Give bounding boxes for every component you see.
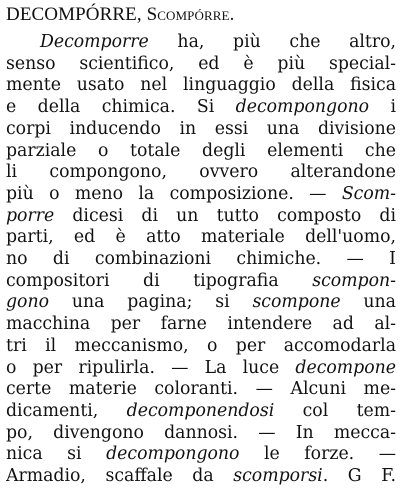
italic-term: Decomporre (40, 32, 149, 52)
line-content (6, 336, 396, 358)
text-segment: e della chimica. Si (6, 97, 236, 118)
line-content (6, 292, 396, 314)
italic-term: decompongono (106, 444, 240, 465)
italic-term: decompone (295, 357, 396, 378)
text-segment: tri il meccanismo, o per accomodarla (6, 335, 396, 356)
line-content (6, 75, 396, 97)
text-line (6, 444, 396, 466)
entry-synonym: Scompórre. (146, 4, 235, 25)
text-line (6, 32, 396, 54)
line-content (6, 54, 396, 76)
text-line (6, 184, 396, 206)
line-content (6, 141, 396, 163)
text-line (6, 314, 396, 336)
italic-term: scompone (252, 292, 341, 313)
text-segment: dicesi di un tutto composto di (54, 205, 396, 226)
text-segment: nica si (6, 444, 107, 465)
text-segment: . G F. (322, 466, 396, 487)
line-content (6, 249, 396, 271)
text-segment: po, divengono dannosi. — In mecca- (6, 422, 396, 443)
text-line (6, 292, 396, 314)
text-segment: o per ripulirla. — La luce (6, 357, 296, 378)
text-line (6, 97, 396, 119)
text-segment: certe materie coloranti. — Alcuni me- (6, 379, 396, 400)
line-content (6, 314, 396, 336)
text-segment: le forze. — (239, 444, 396, 465)
text-segment: ha, più che altro, (148, 32, 396, 52)
text-line (6, 54, 396, 76)
text-segment: no di combinazioni chimiche. — I (6, 249, 396, 270)
line-content (6, 227, 396, 249)
text-segment: i (369, 97, 396, 118)
text-line (6, 466, 396, 488)
line-content (6, 119, 396, 141)
text-segment: col tem- (274, 400, 396, 421)
entry-body (6, 32, 396, 488)
text-segment: senso scientifico, ed è più special- (6, 53, 396, 74)
line-content (6, 184, 396, 206)
entry-heading (6, 4, 396, 26)
text-segment: più o meno la composizione. — (6, 183, 342, 204)
entry-headword: DECOMPÓRRE, (6, 4, 142, 25)
italic-term: Scom- (341, 183, 396, 204)
text-line (6, 206, 396, 228)
text-segment: Armadio, scaffale da (6, 466, 234, 487)
line-content (6, 444, 396, 466)
italic-term: scompon- (312, 270, 396, 291)
italic-term: porre (6, 205, 55, 226)
line-content (6, 401, 396, 423)
line-content (6, 358, 396, 380)
text-line (6, 401, 396, 423)
text-line (6, 75, 396, 97)
line-content (6, 423, 396, 445)
text-segment: una pagina; si (49, 292, 253, 313)
text-segment: parti, ed è atto materiale dell'uomo, (6, 227, 396, 248)
text-line (6, 423, 396, 445)
italic-term: gono (6, 292, 50, 313)
text-segment: una (340, 292, 396, 313)
line-content (6, 162, 396, 184)
italic-term: decomponendosi (126, 400, 275, 421)
text-line (6, 119, 396, 141)
italic-term: decompongono (235, 97, 370, 118)
text-segment: corpi inducendo in essi una divisione (6, 118, 396, 139)
line-content (6, 271, 396, 293)
text-line (6, 379, 396, 401)
text-line (6, 336, 396, 358)
italic-term: scomporsi (233, 466, 323, 487)
text-segment: parziale o totale degli elementi che (6, 140, 396, 161)
text-segment: li compongono, ovvero alterandone (6, 162, 396, 183)
text-segment: compositori di tipografia (6, 270, 313, 291)
line-content (6, 206, 396, 228)
text-line (6, 249, 396, 271)
text-segment: dicamenti, (6, 400, 127, 421)
text-line (6, 358, 396, 380)
text-line (6, 141, 396, 163)
line-content (6, 466, 396, 488)
text-segment: mente usato nel linguaggio della fisica (6, 75, 396, 96)
line-content (40, 32, 396, 54)
line-content (6, 97, 396, 119)
line-content (6, 379, 396, 401)
text-line (6, 227, 396, 249)
text-line (6, 162, 396, 184)
text-line (6, 271, 396, 293)
text-segment: macchina per farne intendere ad al- (6, 314, 396, 335)
